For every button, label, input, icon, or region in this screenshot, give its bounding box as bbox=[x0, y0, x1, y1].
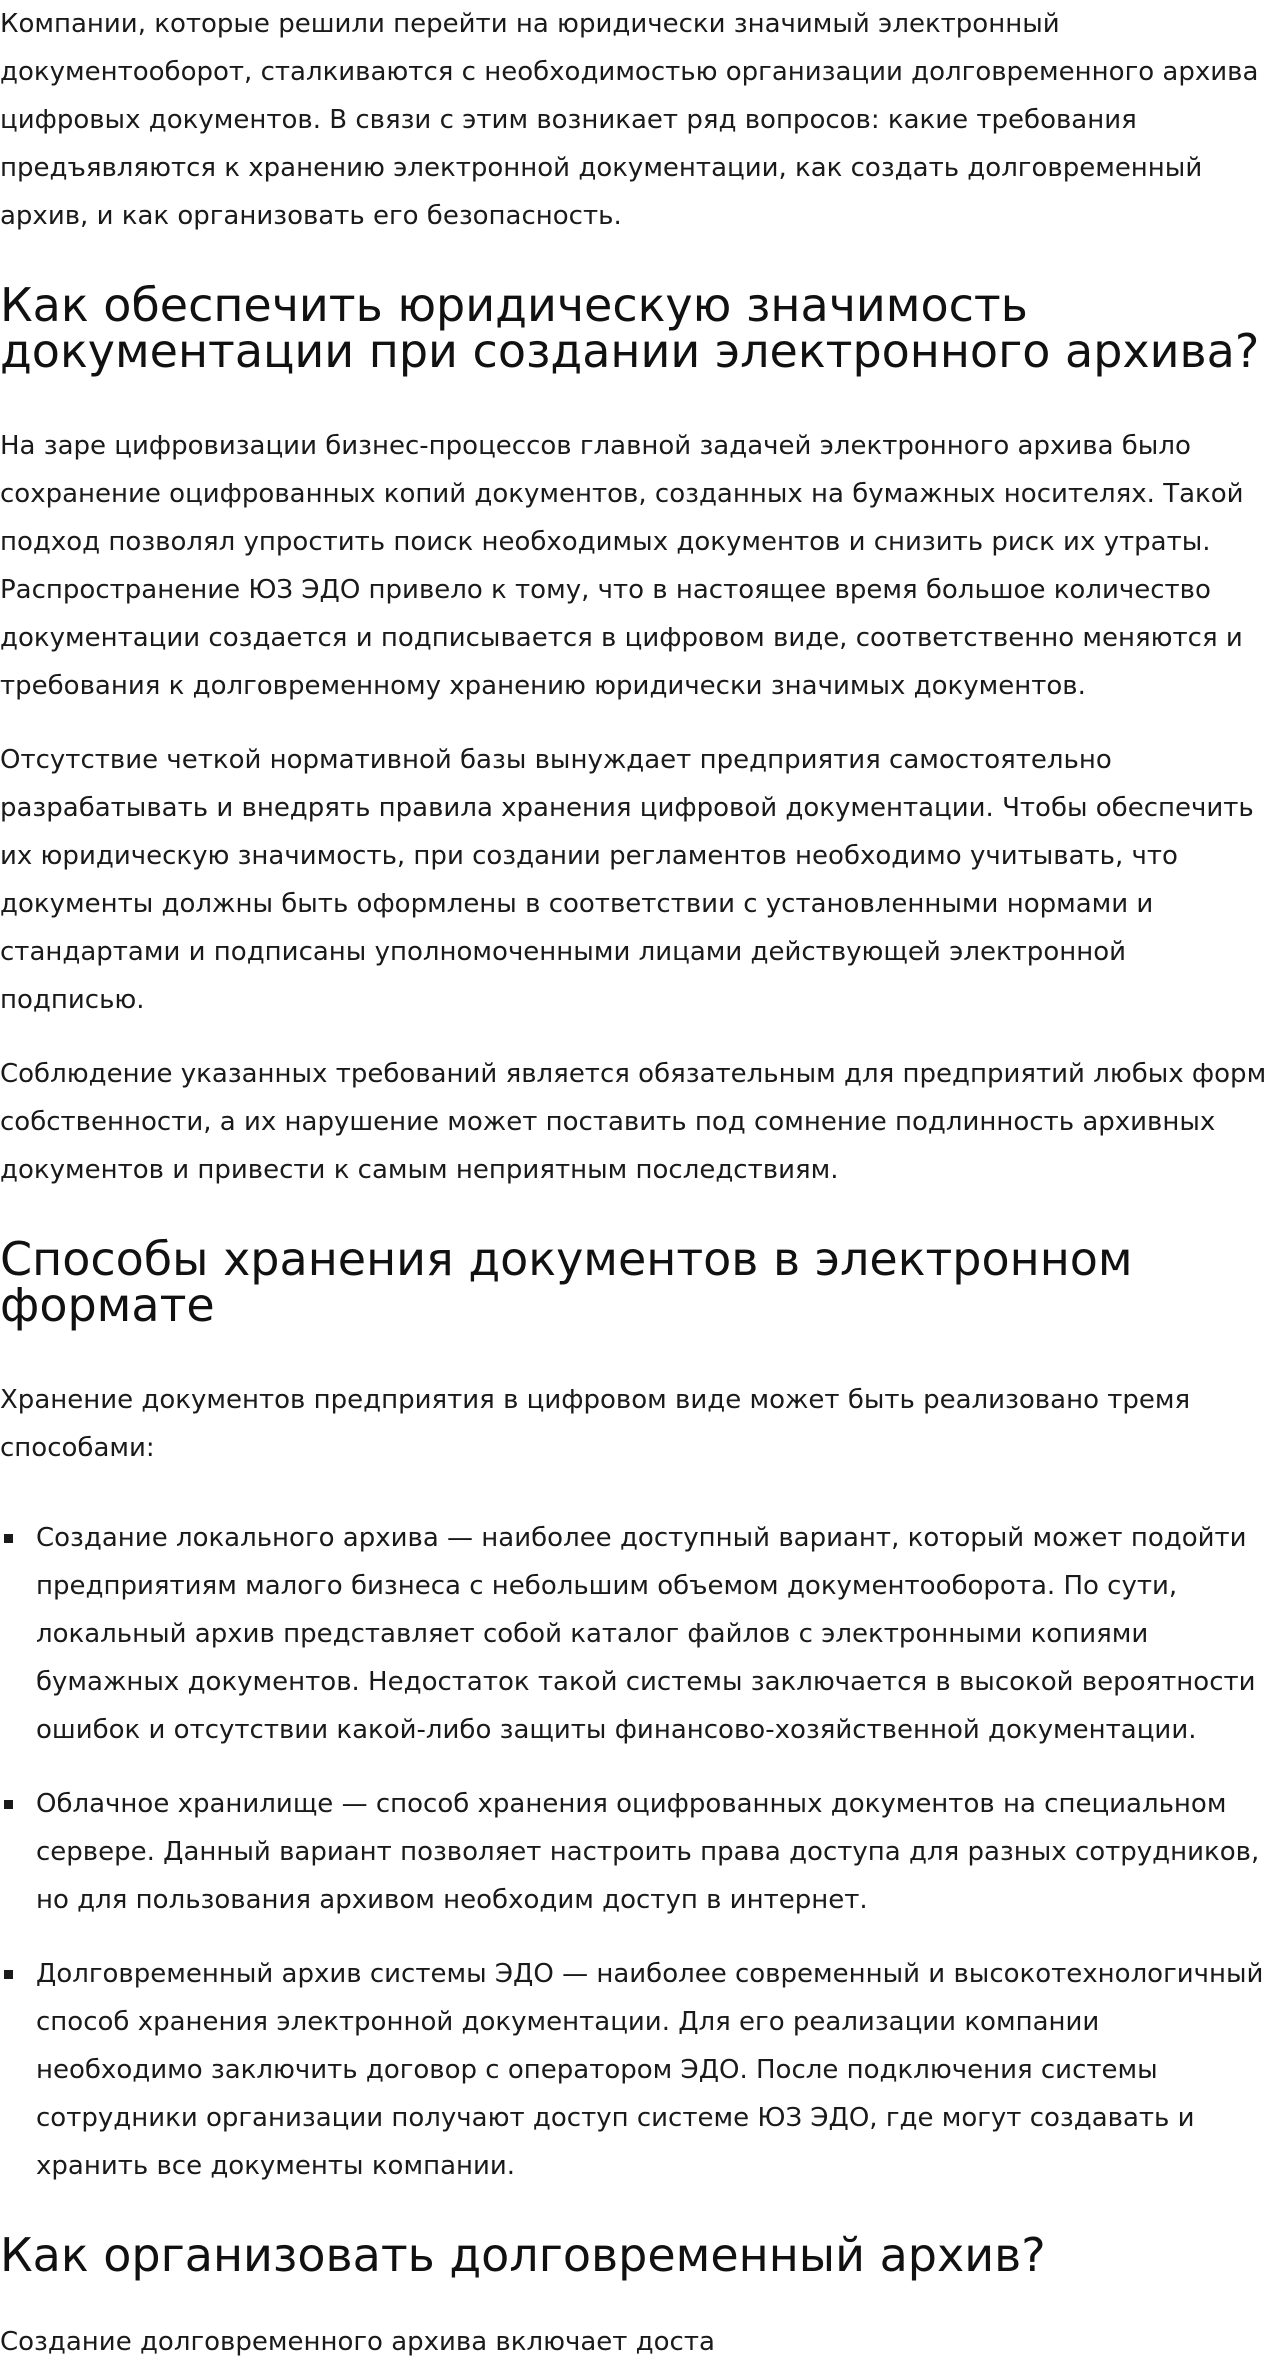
list-item-text: Создание локального архива — наиболее доступный вариант, который может подойти предприятиям малого бизнеса с небольшим объемом документооборота. По сути, локальный архив представляет собой каталог файлов с электронными копиями бумажных документов. Недостаток такой системы заключается в высокой вероятности ошибок и отсутствии какой-либо защиты финансово-хозяйственной документации. bbox=[36, 1523, 1256, 1745]
paragraph-regulatory-base: Отсутствие четкой нормативной базы вынуждает предприятия самостоятельно разрабатывать и внедрять правила хранения цифровой документации. Чтобы обеспечить их юридическую значимость, при создании регламентов необходимо учитывать, что документы должны быть оформлены в соответствии с установленными нормами и стандартами и подписаны уполномоченными лицами действующей электронной подписью. bbox=[0, 745, 1254, 1015]
paragraph-archive-creation: Создание долговременного архива включает доста bbox=[0, 2327, 715, 2357]
paragraph-storage-intro: Хранение документов предприятия в цифровом виде может быть реализовано тремя способами: bbox=[0, 1385, 1191, 1463]
intro-paragraph: Компании, которые решили перейти на юридически значимый электронный документооборот, сталкиваются с необходимостью организации долговременного архива цифровых документов. В связи с этим возникает ряд вопросов: какие требования предъявляются к хранению электронной документации, как создать долговременный архив, и как организовать его безопасность. bbox=[0, 9, 1259, 231]
paragraph-requirements: Соблюдение указанных требований является обязательным для предприятий любых форм собственности, а их нарушение может поставить под сомнение подлинность архивных документов и привести к самым неприятным последствиям. bbox=[0, 1059, 1267, 1185]
bullet-icon bbox=[4, 1800, 13, 1809]
storage-methods-list bbox=[0, 1514, 1270, 2190]
bullet-icon bbox=[4, 1970, 13, 1979]
heading-storage-methods: Способы хранения документов в электронном формате bbox=[0, 1232, 1133, 1332]
heading-organize-archive: Как организовать долговременный архив? bbox=[0, 2228, 1046, 2282]
heading-legal-significance: Как обеспечить юридическую значимость документации при создании электронного архива? bbox=[0, 278, 1260, 378]
list-item bbox=[0, 1514, 1270, 1754]
list-item bbox=[0, 1780, 1270, 1924]
paragraph-digitalization: На заре цифровизации бизнес-процессов главной задачей электронного архива было сохранение оцифрованных копий документов, созданных на бумажных носителях. Такой подход позволял упростить поиск необходимых документов и снизить риск их утраты. Распространение ЮЗ ЭДО привело к тому, что в настоящее время большое количество документации создается и подписывается в цифровом виде, соответственно меняются и требования к долговременному хранению юридически значимых документов. bbox=[0, 431, 1244, 701]
list-item bbox=[0, 1950, 1270, 2190]
list-item-text: Долговременный архив системы ЭДО — наиболее современный и высокотехнологичный способ хранения электронной документации. Для его реализации компании необходимо заключить договор с оператором ЭДО. После подключения системы сотрудники организации получают доступ системе ЮЗ ЭДО, где могут создавать и хранить все документы компании. bbox=[36, 1959, 1264, 2181]
bullet-icon bbox=[4, 1534, 13, 1543]
list-item-text: Облачное хранилище — способ хранения оцифрованных документов на специальном сервере. Данный вариант позволяет настроить права доступа для разных сотрудников, но для пользования архивом необходим доступ в интернет. bbox=[36, 1789, 1260, 1915]
